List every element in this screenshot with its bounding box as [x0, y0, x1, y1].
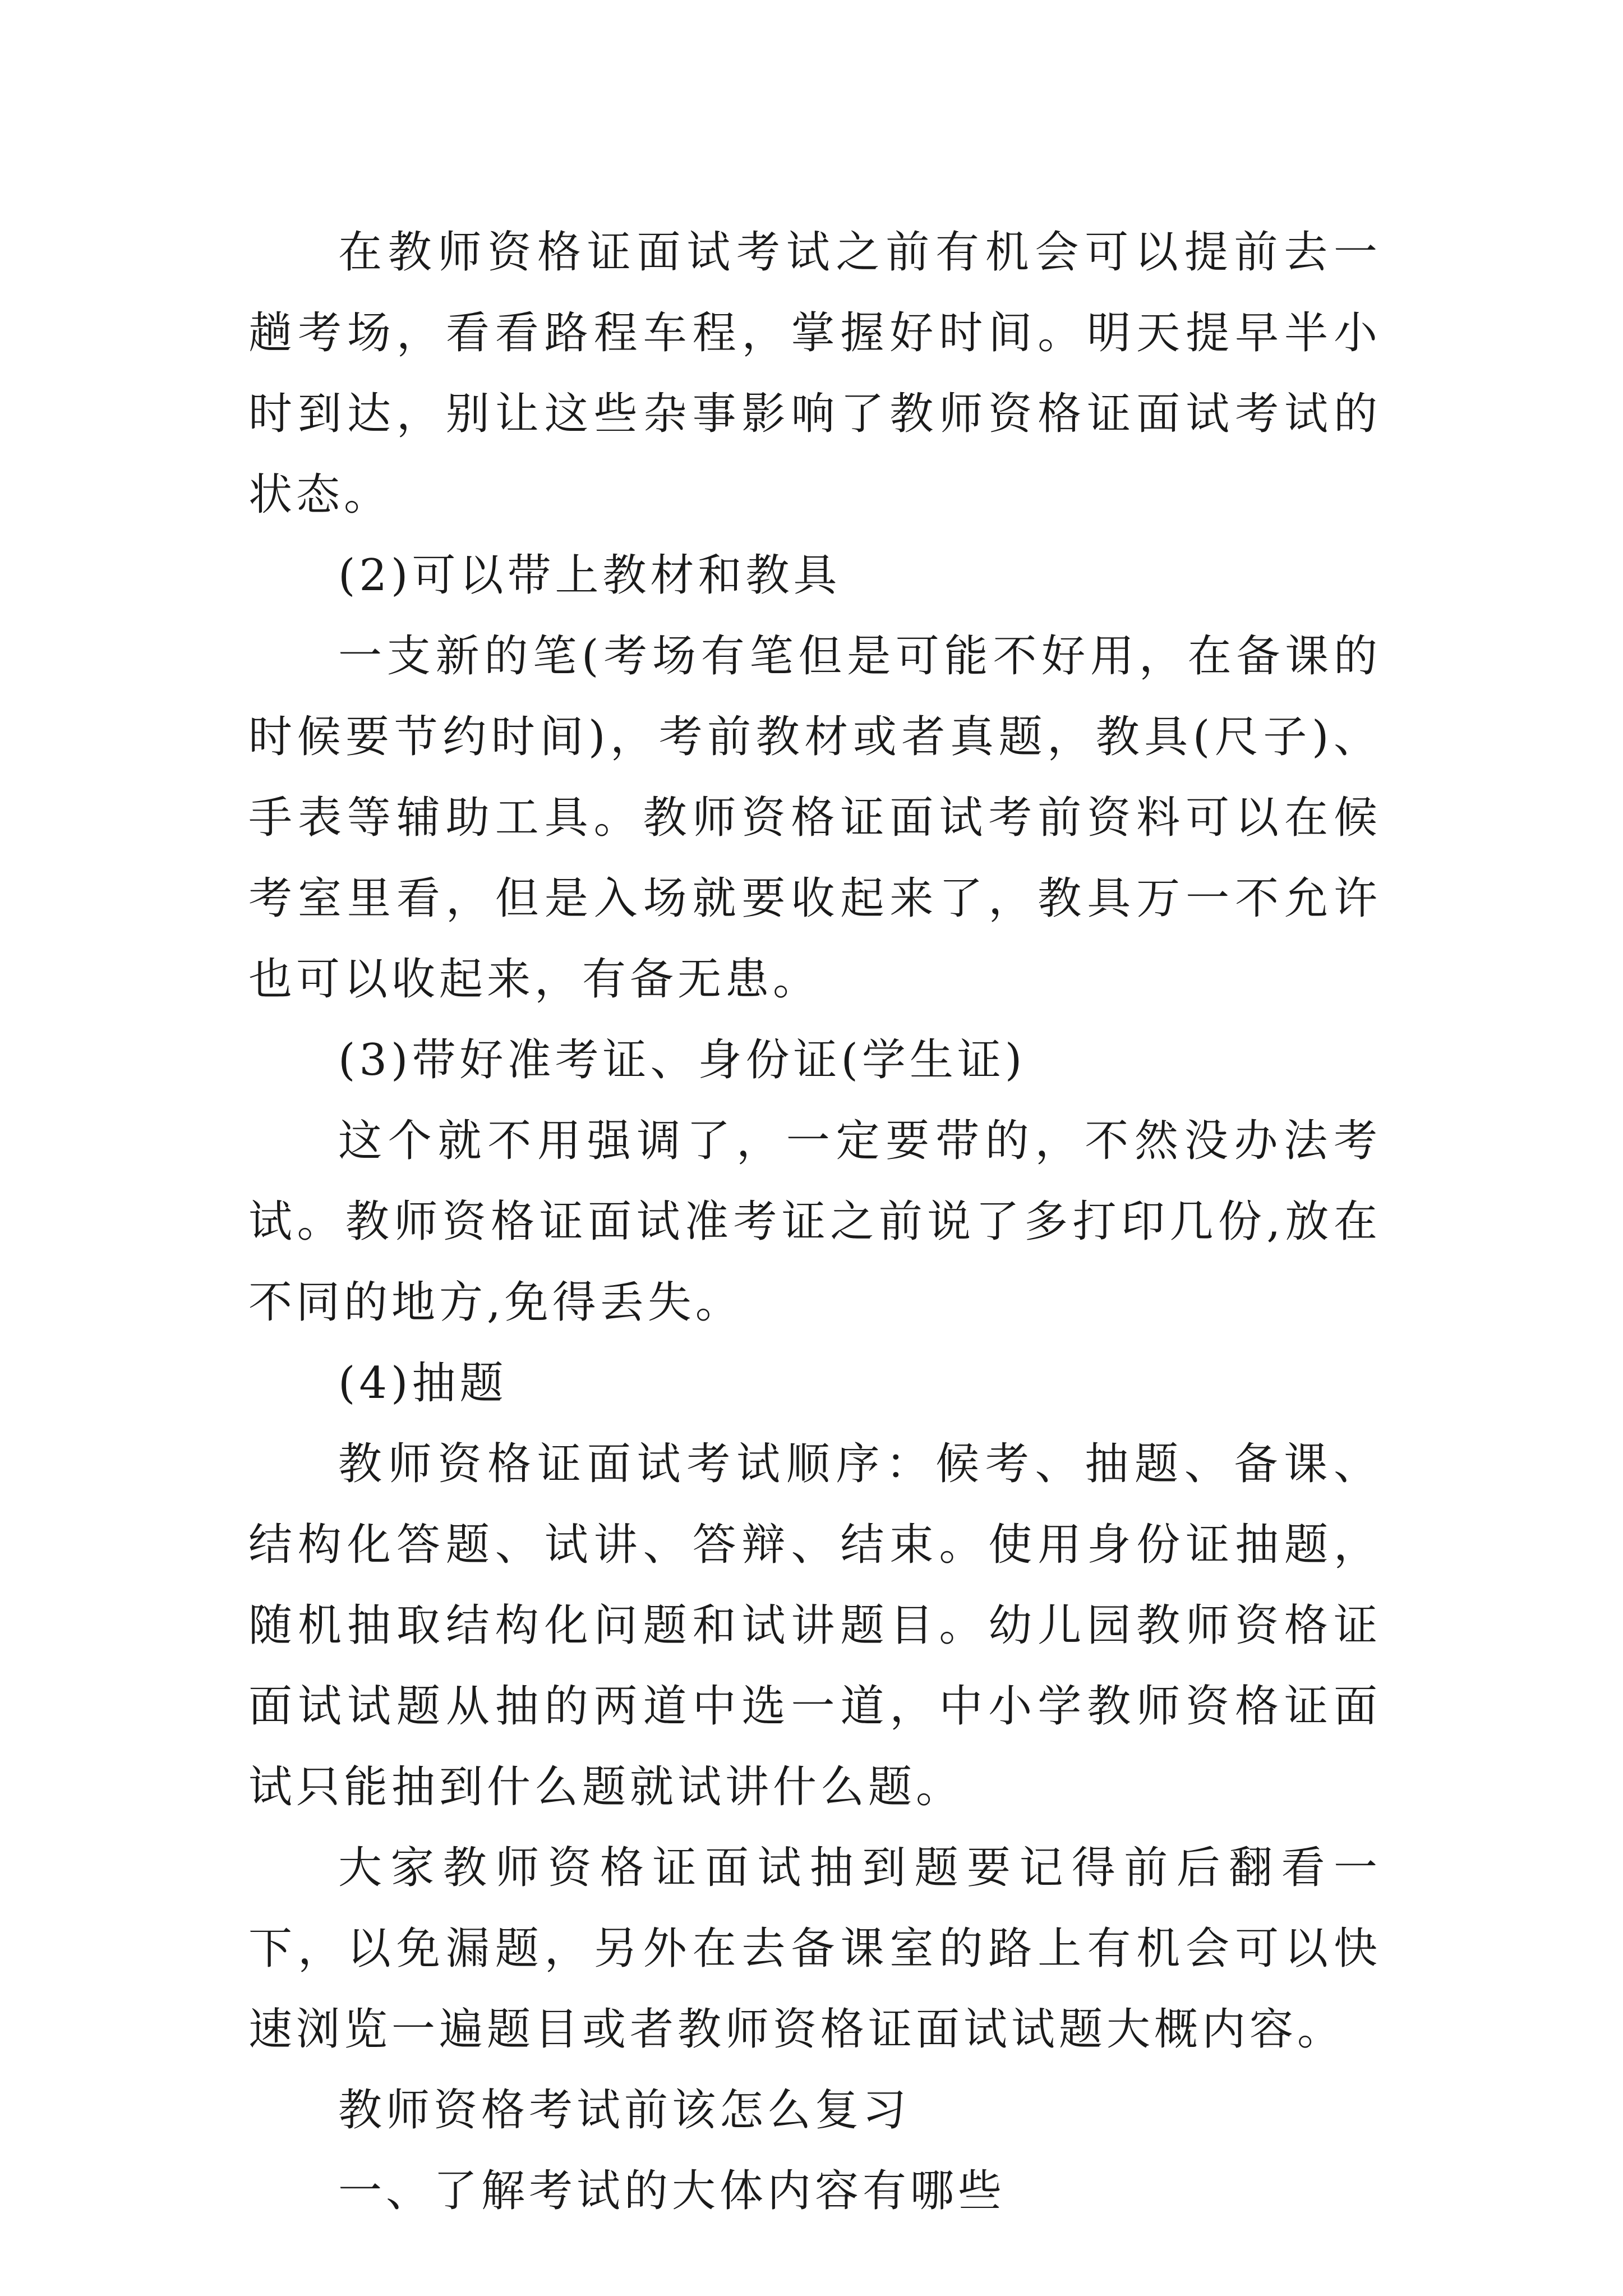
section-heading-draw-questions: (4)抽题 — [338, 1358, 508, 1409]
section-heading-bring-id: (3)带好准考证、身份证(学生证) — [338, 1035, 1026, 1085]
document-body — [248, 212, 1381, 2231]
paragraph-review-questions: 大家教师资格证面试抽到题要记得前后翻看一下，以免漏题，另外在去备课室的路上有机会可以快速浏览一遍题目或者教师资格证面试试题大概内容。 — [248, 1843, 1381, 2055]
paragraph-exam-venue: 在教师资格证面试考试之前有机会可以提前去一趟考场，看看路程车程，掌握好时间。明天提早半小时到达，别让这些杂事影响了教师资格证面试考试的状态。 — [248, 227, 1381, 520]
section-heading-how-to-review: 教师资格考试前该怎么复习 — [338, 2085, 911, 2136]
paragraph-exam-order: 教师资格证面试考试顺序：候考、抽题、备课、结构化答题、试讲、答辩、结束。使用身份证抽题，随机抽取结构化问题和试讲题目。幼儿园教师资格证面试试题从抽的两道中选一道，中小学教师资格证面试只能抽到什么题就试讲什么题。 — [248, 1439, 1381, 1812]
paragraph-materials: 一支新的笔(考场有笔但是可能不好用，在备课的时候要节约时间)，考前教材或者真题，教具(尺子)、手表等辅助工具。教师资格证面试考前资料可以在候考室里看，但是入场就要收起来了，教具万一不允许也可以收起来，有备无患。 — [248, 631, 1381, 1005]
paragraph-id: 这个就不用强调了，一定要带的，不然没办法考试。教师资格证面试准考证之前说了多打印几份,放在不同的地方,免得丢失。 — [248, 1116, 1381, 1328]
section-heading-exam-content: 一、了解考试的大体内容有哪些 — [338, 2166, 1006, 2216]
section-heading-bring-materials: (2)可以带上教材和教具 — [338, 550, 841, 601]
